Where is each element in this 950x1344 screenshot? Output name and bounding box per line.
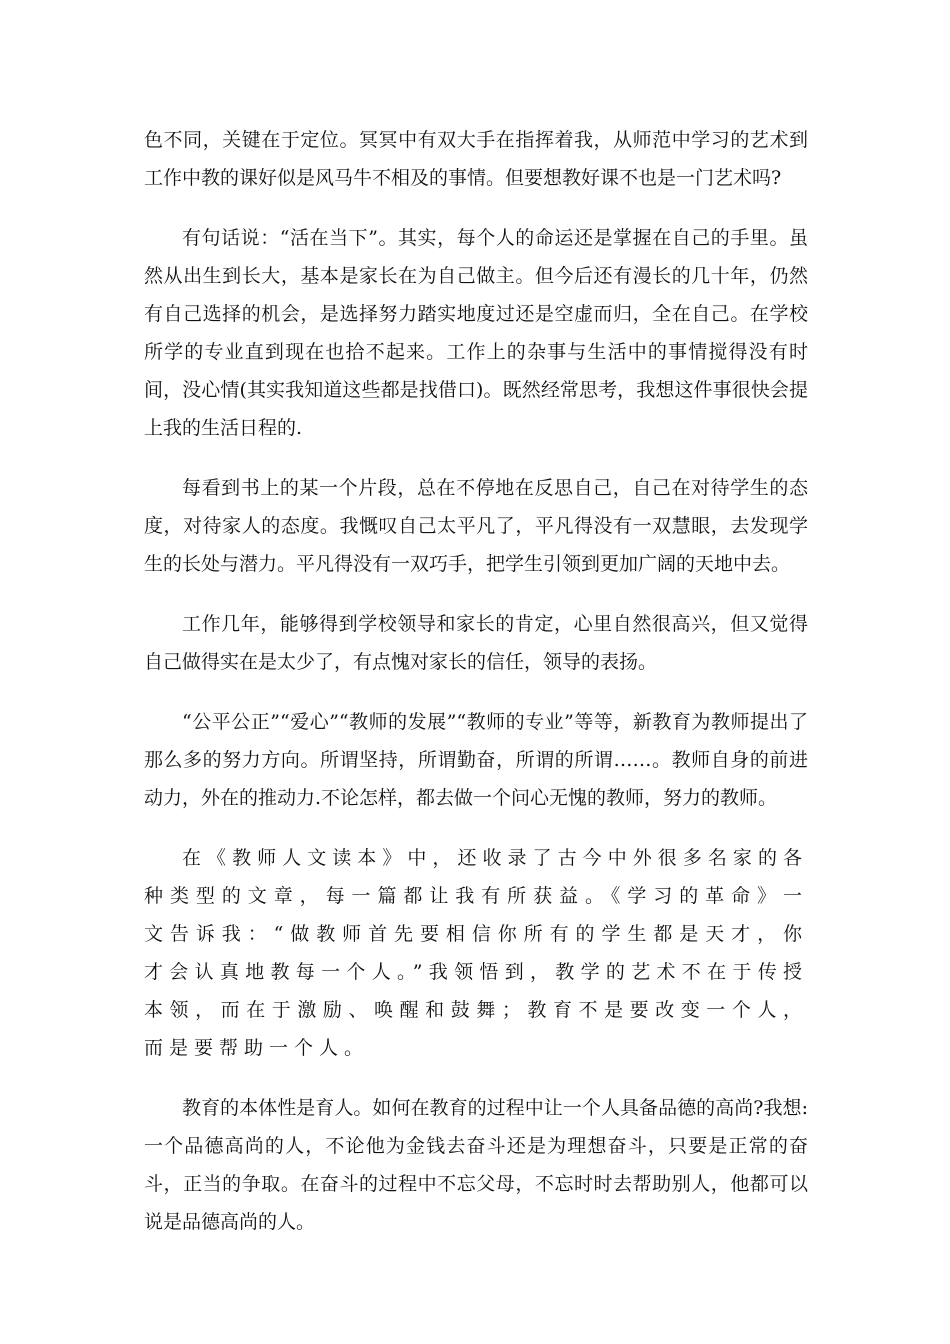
- paragraph-7: 教育的本体性是育人。如何在教育的过程中让一个人具备品德的高尚?我想:一个品德高尚的人，不论他为金钱去奋斗还是为理想奋斗，只要是正常的奋斗，正当的争取。在奋斗的过程中不忘父母，不忘时时去帮助别人，他都可以说是品德高尚的人。: [144, 1097, 808, 1233]
- paragraph-2: 有句话说：“活在当下”。其实，每个人的命运还是掌握在自己的手里。虽然从出生到长大，基本是家长在为自己做主。但今后还有漫长的几十年，仍然有自己选择的机会，是选择努力踏实地度过还是空虚而归，全在自己。在学校所学的专业直到现在也拾不起来。工作上的杂事与生活中的事情搅得没有时间，没心情(其实我知道这些都是找借口)。既然经常思考，我想这件事很快会提上我的生活日程的.: [144, 227, 808, 439]
- paragraph-4: 工作几年，能够得到学校领导和家长的肯定，心里自然很高兴，但又觉得自己做得实在是太少了，有点愧对家长的信任，领导的表扬。: [144, 613, 808, 673]
- paragraph-3: 每看到书上的某一个片段，总在不停地在反思自己，自己在对待学生的态度，对待家人的态度。我慨叹自己太平凡了，平凡得没有一双慧眼，去发现学生的长处与潜力。平凡得没有一双巧手，把学生引领到更加广阔的天地中去。: [144, 477, 808, 575]
- paragraph-1: 色不同，关键在于定位。冥冥中有双大手在指挥着我，从师范中学习的艺术到工作中教的课好似是风马牛不相及的事情。但要想教好课不也是一门艺术吗?: [144, 129, 808, 189]
- paragraph-6: 在《教师人文读本》中，还收录了古今中外很多名家的各种类型的文章，每一篇都让我有所获益。《学习的革命》一文告诉我：“做教师首先要相信你所有的学生都是天才，你才会认真地教每一个人。”我领悟到，教学的艺术不在于传授本领，而在于激励、唤醒和鼓舞；教育不是要改变一个人，而是要帮助一个人。: [144, 847, 808, 1059]
- paragraph-5: “公平公正”“爱心”“教师的发展”“教师的专业”等等，新教育为教师提出了那么多的努力方向。所谓坚持，所谓勤奋，所谓的所谓……。教师自身的前进动力，外在的推动力.不论怎样，都去做一个问心无愧的教师，努力的教师。: [144, 711, 808, 809]
- document-body: [144, 121, 808, 1263]
